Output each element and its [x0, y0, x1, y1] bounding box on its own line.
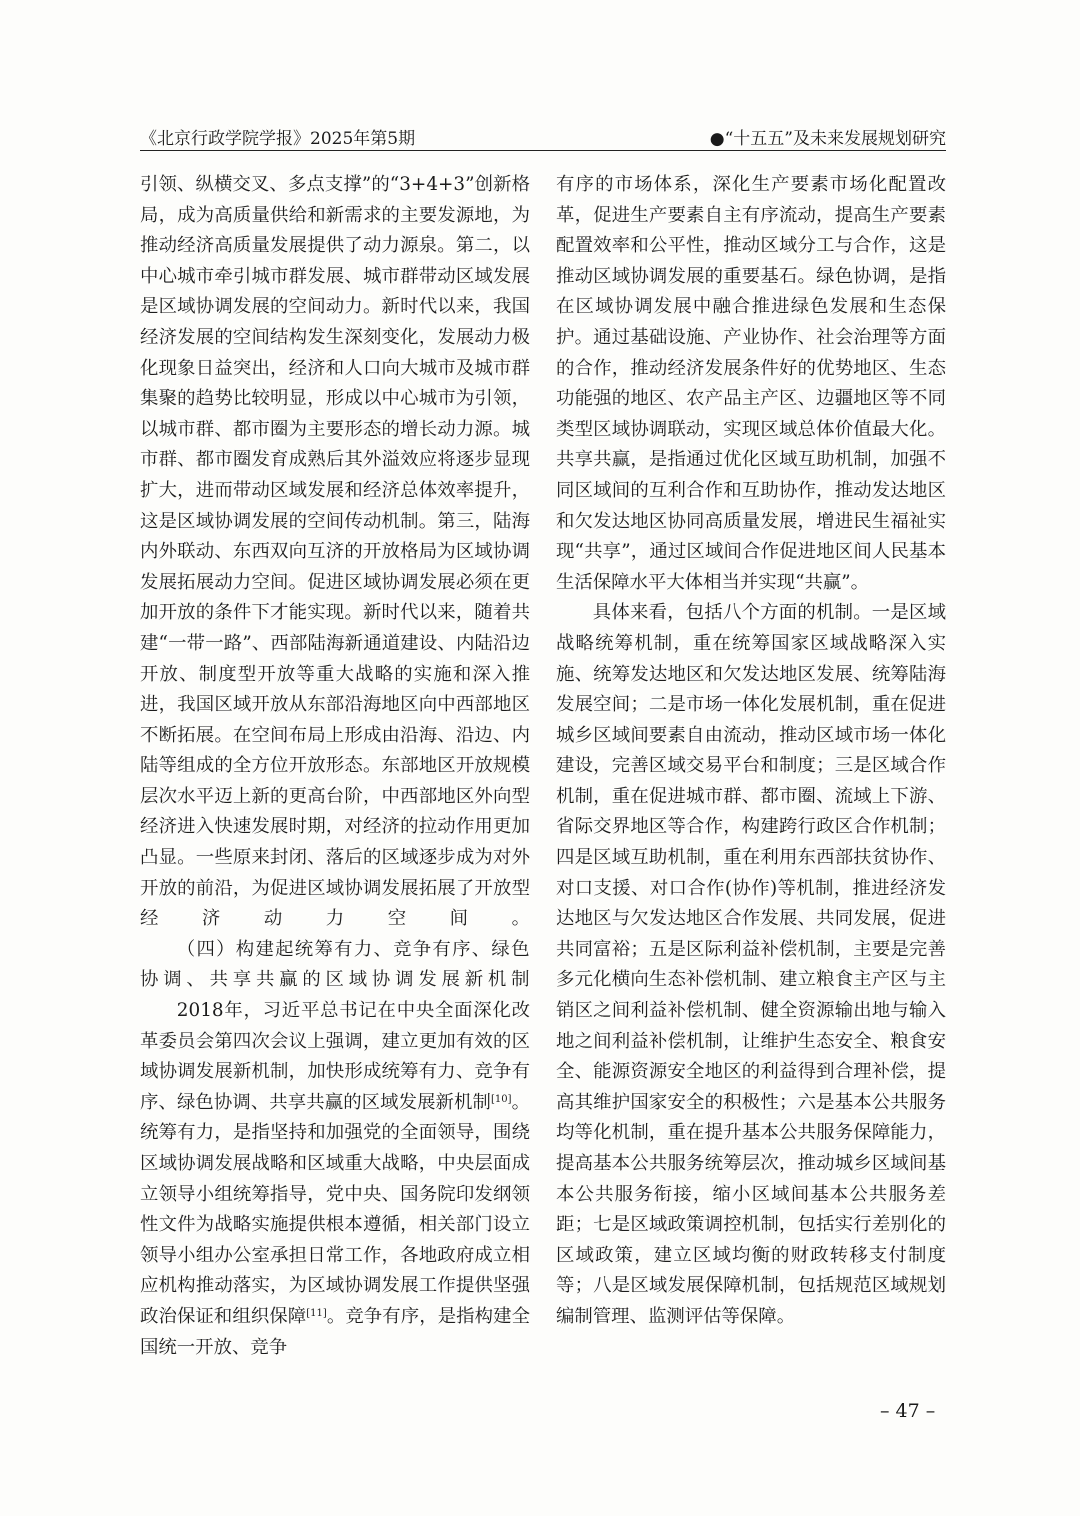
running-header: [140, 120, 946, 150]
section-heading: （四）构建起统筹有力、竞争有序、绿色协调、共享共赢的区域协调发展新机制: [140, 938, 530, 991]
section-title: ●“十五五”及未来发展规划研究: [709, 129, 946, 149]
paragraph-text: 。竞争有序，是指构建全国统一开放、竞争: [140, 1305, 530, 1358]
page-number: – 47 –: [880, 1400, 936, 1422]
right-column: [556, 170, 946, 1333]
paragraph: [140, 996, 530, 1363]
left-column: [140, 170, 530, 1363]
citation-ref[interactable]: [10]: [490, 1093, 512, 1105]
journal-title: 《北京行政学院学报》2025年第5期: [140, 129, 416, 149]
paragraph-text: 。统筹有力，是指坚持和加强党的全面领导，围绕区域协调发展战略和区域重大战略，中央层面成立领导小组统筹指导，党中央、国务院印发纲领性文件为战略实施提供根本遵循，相关部门设立领导小组办公室承担日常工作，各地政府成立相应机构推动落实，为区域协调发展工作提供坚强政治保证和组织保障: [140, 1091, 530, 1327]
paragraph: 具体来看，包括八个方面的机制。一是区域战略统筹机制，重在统筹国家区域战略深入实施、统筹发达地区和欠发达地区发展、统筹陆海发展空间；二是市场一体化发展机制，重在促进城乡区域间要素自由流动，推动区域市场一体化建设，完善区域交易平台和制度；三是区域合作机制，重在促进城市群、都市圈、流域上下游、省际交界地区等合作，构建跨行政区合作机制；四是区域互助机制，重在利用东西部扶贫协作、对口支援、对口合作(协作)等机制，推进经济发达地区与欠发达地区合作发展、共同发展，促进共同富裕；五是区际利益补偿机制，主要是完善多元化横向生态补偿机制、建立粮食主产区与主销区之间利益补偿机制、健全资源输出地与输入地之间利益补偿机制，让维护生态安全、粮食安全、能源资源安全地区的利益得到合理补偿，提高其维护国家安全的积极性；六是基本公共服务均等化机制，重在提升基本公共服务保障能力，提高基本公共服务统筹层次，推动城乡区域间基本公共服务衔接，缩小区域间基本公共服务差距；七是区域政策调控机制，包括实行差别化的区域政策，建立区域均衡的财政转移支付制度等；八是区域发展保障机制，包括规范区域规划编制管理、监测评估等保障。: [556, 602, 946, 1327]
paragraph-text: 2018年，习近平总书记在中央全面深化改革委员会第四次会议上强调，建立更加有效的区域协调发展新机制，加快形成统筹有力、竞争有序、绿色协调、共享共赢的区域发展新机制: [140, 1000, 530, 1113]
citation-ref[interactable]: [11]: [306, 1307, 327, 1319]
paragraph-continued: 有序的市场体系，深化生产要素市场化配置改革，促进生产要素自主有序流动，提高生产要素配置效率和公平性，推动区域分工与合作，这是推动区域协调发展的重要基石。绿色协调，是指在区域协调发展中融合推进绿色发展和生态保护。通过基础设施、产业协作、社会治理等方面的合作，推动经济发展条件好的优势地区、生态功能强的地区、农产品主产区、边疆地区等不同类型区域协调联动，实现区域总体价值最大化。共享共赢，是指通过优化区域互助机制，加强不同区域间的互利合作和互助协作，推动发达地区和欠发达地区协同高质量发展，增进民生福祉实现“共享”，通过区域间合作促进地区间人民基本生活保障水平大体相当并实现“共赢”。: [556, 174, 946, 593]
header-rule: [140, 150, 946, 151]
paragraph-continued: 引领、纵横交叉、多点支撑”的“3+4+3”创新格局，成为高质量供给和新需求的主要发源地，为推动经济高质量发展提供了动力源泉。第二，以中心城市牵引城市群发展、城市群带动区域发展是区域协调发展的空间动力。新时代以来，我国经济发展的空间结构发生深刻变化，发展动力极化现象日益突出，经济和人口向大城市及城市群集聚的趋势比较明显，形成以中心城市为引领，以城市群、都市圈为主要形态的增长动力源。城市群、都市圈发育成熟后其外溢效应将逐步显现扩大，进而带动区域发展和经济总体效率提升，这是区域协调发展的空间传动机制。第三，陆海内外联动、东西双向互济的开放格局为区域协调发展拓展动力空间。促进区域协调发展必须在更加开放的条件下才能实现。新时代以来，随着共建“一带一路”、西部陆海新通道建设、内陆沿边开放、制度型开放等重大战略的实施和深入推进，我国区域开放从东部沿海地区向中西部地区不断拓展。在空间布局上形成由沿海、沿边、内陆等组成的全方位开放形态。东部地区开放规模层次水平迈上新的更高台阶，中西部地区外向型经济进入快速发展时期，对经济的拉动作用更加凸显。一些原来封闭、落后的区域逐步成为对外开放的前沿，为促进区域协调发展拓展了开放型经济动力空间。: [140, 174, 530, 930]
